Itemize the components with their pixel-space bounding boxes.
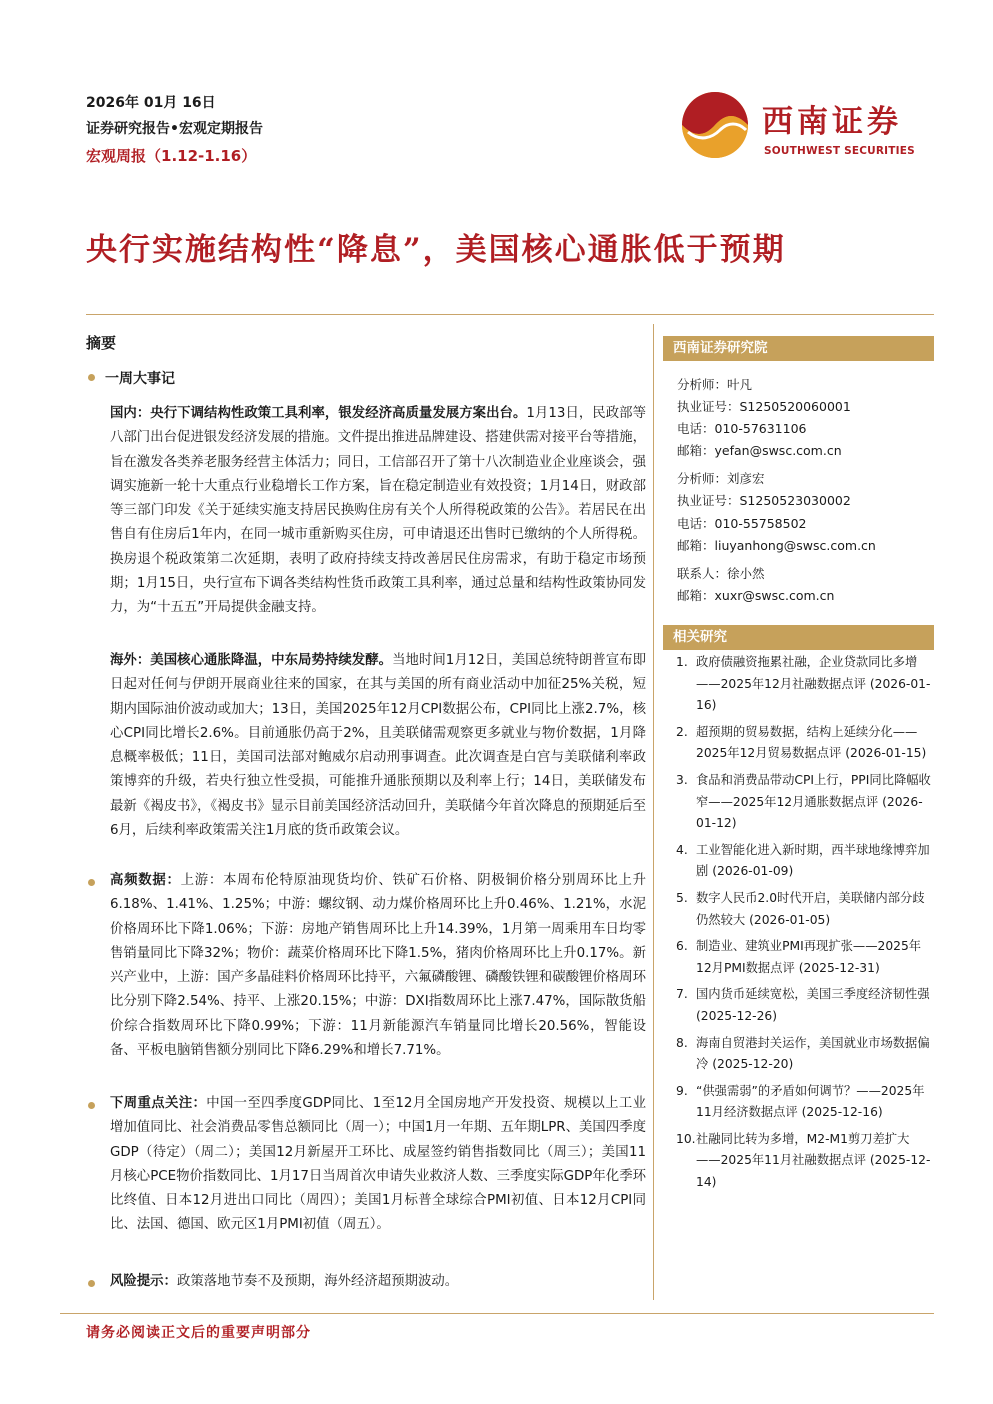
analyst-phone: 电话：010-57631106 — [677, 421, 807, 437]
high-frequency-paragraph — [110, 869, 646, 1063]
risk-text: 政策落地节奏不及预期，海外经济超预期波动。 — [176, 1274, 459, 1289]
overseas-paragraph — [110, 649, 646, 843]
contact-email: 邮箱：xuxr@swsc.com.cn — [677, 587, 835, 603]
next-week-paragraph — [110, 1092, 646, 1238]
analyst-email: 邮箱：liuyanhong@swsc.com.cn — [677, 537, 876, 553]
bullet-icon — [88, 1280, 95, 1287]
domestic-text: 1月13日，民政部等八部门出台促进银发经济发展的措施。文件提出推进品牌建设、搭建供需对接平台等措施，旨在激发各类养老服务经营主体活力；同日，工信部召开了第十八次制造业企业座谈会，强调实施新一轮十大重点行业稳增长工作方案，旨在稳定制造业有效投资；1月14日，财政部等三部门印发《关于延续实施支持居民换购住房有关个人所得税政策的公告》。若居民在出售自有住房后1年内，在同一城市重新购买住房，可申请退还出售时已缴纳的个人所得税。换房退个税政策第二次延期，表明了政府持续支持改善居民住房需求，有助于稳定市场预期；1月15日，央行宣布下调各类结构性货币政策工具利率，通过总量和结构性政策协同发力，为“十五五”开局提供金融支持。 — [110, 406, 646, 616]
domestic-label: 国内：央行下调结构性政策工具利率，银发经济高质量发展方案出台。 — [110, 406, 527, 421]
next-week-label: 下周重点关注： — [110, 1096, 207, 1111]
list-item[interactable]: 10. 社融同比转为多增，M2-M1剪刀差扩大——2025年11月社融数据点评 (2025-12-14) — [676, 1131, 931, 1190]
analyst-phone: 电话：010-55758502 — [677, 515, 807, 531]
risk-paragraph — [110, 1270, 646, 1294]
bullet-icon — [88, 879, 95, 886]
list-item[interactable]: 1. 政府债融资拖累社融，企业贷款同比多增——2025年12月社融数据点评 (2026-01-16) — [676, 655, 931, 713]
report-type: 证券研究报告•宏观定期报告 — [86, 121, 263, 137]
list-item[interactable]: 7. 国内货币延续宽松，美国三季度经济韧性强 (2025-12-26) — [676, 987, 930, 1023]
logo-emblem-icon — [680, 90, 750, 160]
domestic-paragraph — [110, 402, 646, 621]
analyst-email: 邮箱：yefan@swsc.com.cn — [677, 443, 842, 459]
page-title: 央行实施结构性“降息”，美国核心通胀低于预期 — [86, 232, 786, 268]
weekly-events-heading: 一周大事记 — [88, 368, 175, 388]
report-date: 2026年 01月 16日 — [86, 95, 216, 111]
next-week-text: 中国一至四季度GDP同比、1至12月全国房地产开发投资、规模以上工业增加值同比、社会消费品零售总额同比（周一）；中国1月一年期、五年期LPR、美国四季度GDP（待定）（周二）；美国12月新屋开工环比、成屋签约销售指数同比（周三）；美国11月核心PCE物价指数同比、1月17日当周首次申请失业救济人数、三季度实际GDP年化季环比终值、日本12月进出口同比（周四）；美国1月标普全球综合PMI初值、日本12月CPI同比、法国、德国、欧元区1月PMI初值（周五）。 — [110, 1096, 647, 1233]
bullet-icon — [88, 1102, 95, 1109]
analyst-name: 分析师：刘彦宏 — [677, 471, 765, 487]
list-item[interactable]: 9. “供强需弱”的矛盾如何调节？——2025年11月经济数据点评 (2025-12-16) — [676, 1083, 925, 1120]
column-divider — [653, 324, 654, 1300]
list-item[interactable]: 2. 超预期的贸易数据，结构上延续分化——2025年12月贸易数据点评 (2026-01-15) — [676, 724, 927, 761]
header-divider — [86, 314, 934, 315]
abstract-heading: 摘要 — [86, 334, 117, 352]
analyst-license: 执业证号：S1250520060001 — [677, 399, 851, 415]
risk-label: 风险提示： — [110, 1274, 177, 1289]
list-item[interactable]: 8. 海南自贸港封关运作，美国就业市场数据偏冷 (2025-12-20) — [676, 1035, 930, 1072]
related-research-heading: 相关研究 — [663, 625, 934, 650]
contact-name: 联系人：徐小然 — [677, 565, 765, 581]
high-frequency-label: 高频数据： — [110, 873, 181, 888]
list-item[interactable]: 5. 数字人民币2.0时代开启，美联储内部分歧仍然较大 (2026-01-05) — [676, 890, 925, 927]
footer-divider — [60, 1313, 934, 1314]
analyst-name: 分析师：叶凡 — [677, 377, 753, 392]
logo-name-cn: 西南证券 — [762, 104, 902, 140]
list-item[interactable]: 4. 工业智能化进入新时期，西半球地缘博弈加剧 (2026-01-09) — [676, 842, 930, 879]
logo-name-en: SOUTHWEST SECURITIES — [764, 145, 915, 157]
analyst-info — [677, 374, 876, 607]
overseas-text: 当地时间1月12日，美国总统特朗普宣布即日起对任何与伊朗开展商业往来的国家，在其与美国的所有商业活动中加征25%关税，短期内国际油价波动或加大；13日，美国2025年12月CPI数据公布，CPI同比上涨2.7%，核心CPI同比增长2.6%。目前通胀仍高于2%，且美联储需观察更多就业与物价数据，1月降息概率极低；11日，美国司法部对鲍威尔启动刑事调查。此次调查是白宫与美联储利率政策博弈的升级，若央行独立性受损，可能推升通胀预期以及利率上行；14日，美联储发布最新《褐皮书》，《褐皮书》显示目前美国经济活动回升，美联储今年首次降息的预期延后至6月，后续利率政策需关注1月底的货币政策会议。 — [110, 653, 646, 839]
institute-heading: 西南证券研究院 — [663, 336, 934, 361]
report-series: 宏观周报（1.12-1.16） — [86, 147, 257, 165]
overseas-label: 海外：美国核心通胀降温，中东局势持续发酵。 — [110, 653, 393, 668]
high-frequency-text: 上游：本周布伦特原油现货均价、铁矿石价格、阴极铜价格分别周环比上升6.18%、1.41%、1.25%；中游：螺纹钢、动力煤价格周环比上升0.46%、1.21%，水泥价格周环比下降1.06%；下游：房地产销售周环比上升14.39%，1月第一周乘用车日均零售销量同比下降32%；物价：蔬菜价格周环比下降1.5%，猪肉价格周环比上升0.17%。新兴产业中，上游：国产多晶硅料价格周环比持平，六氟磷酸锂、磷酸铁锂和碳酸锂价格周环比分别下降2.54%、持平、上涨20.15%；中游：DXI指数周环比上涨7.47%，国际散货船价综合指数周环比下降0.99%；下游：11月新能源汽车销量同比增长20.56%，智能设备、平板电脑销售额分别同比下降6.29%和增长7.71%。 — [110, 873, 646, 1059]
footer-disclaimer: 请务必阅读正文后的重要声明部分 — [86, 1325, 311, 1341]
bullet-icon — [88, 374, 95, 381]
company-logo — [680, 86, 930, 166]
list-item[interactable]: 3. 食品和消费品带动CPI上行，PPI同比降幅收窄——2025年12月通胀数据点评 (2026-01-12) — [676, 772, 931, 831]
analyst-license: 执业证号：S1250523030002 — [677, 493, 851, 509]
list-item[interactable]: 6. 制造业、建筑业PMI再现扩张——2025年12月PMI数据点评 (2025-12-31) — [676, 939, 922, 975]
related-research-list — [676, 652, 932, 1199]
